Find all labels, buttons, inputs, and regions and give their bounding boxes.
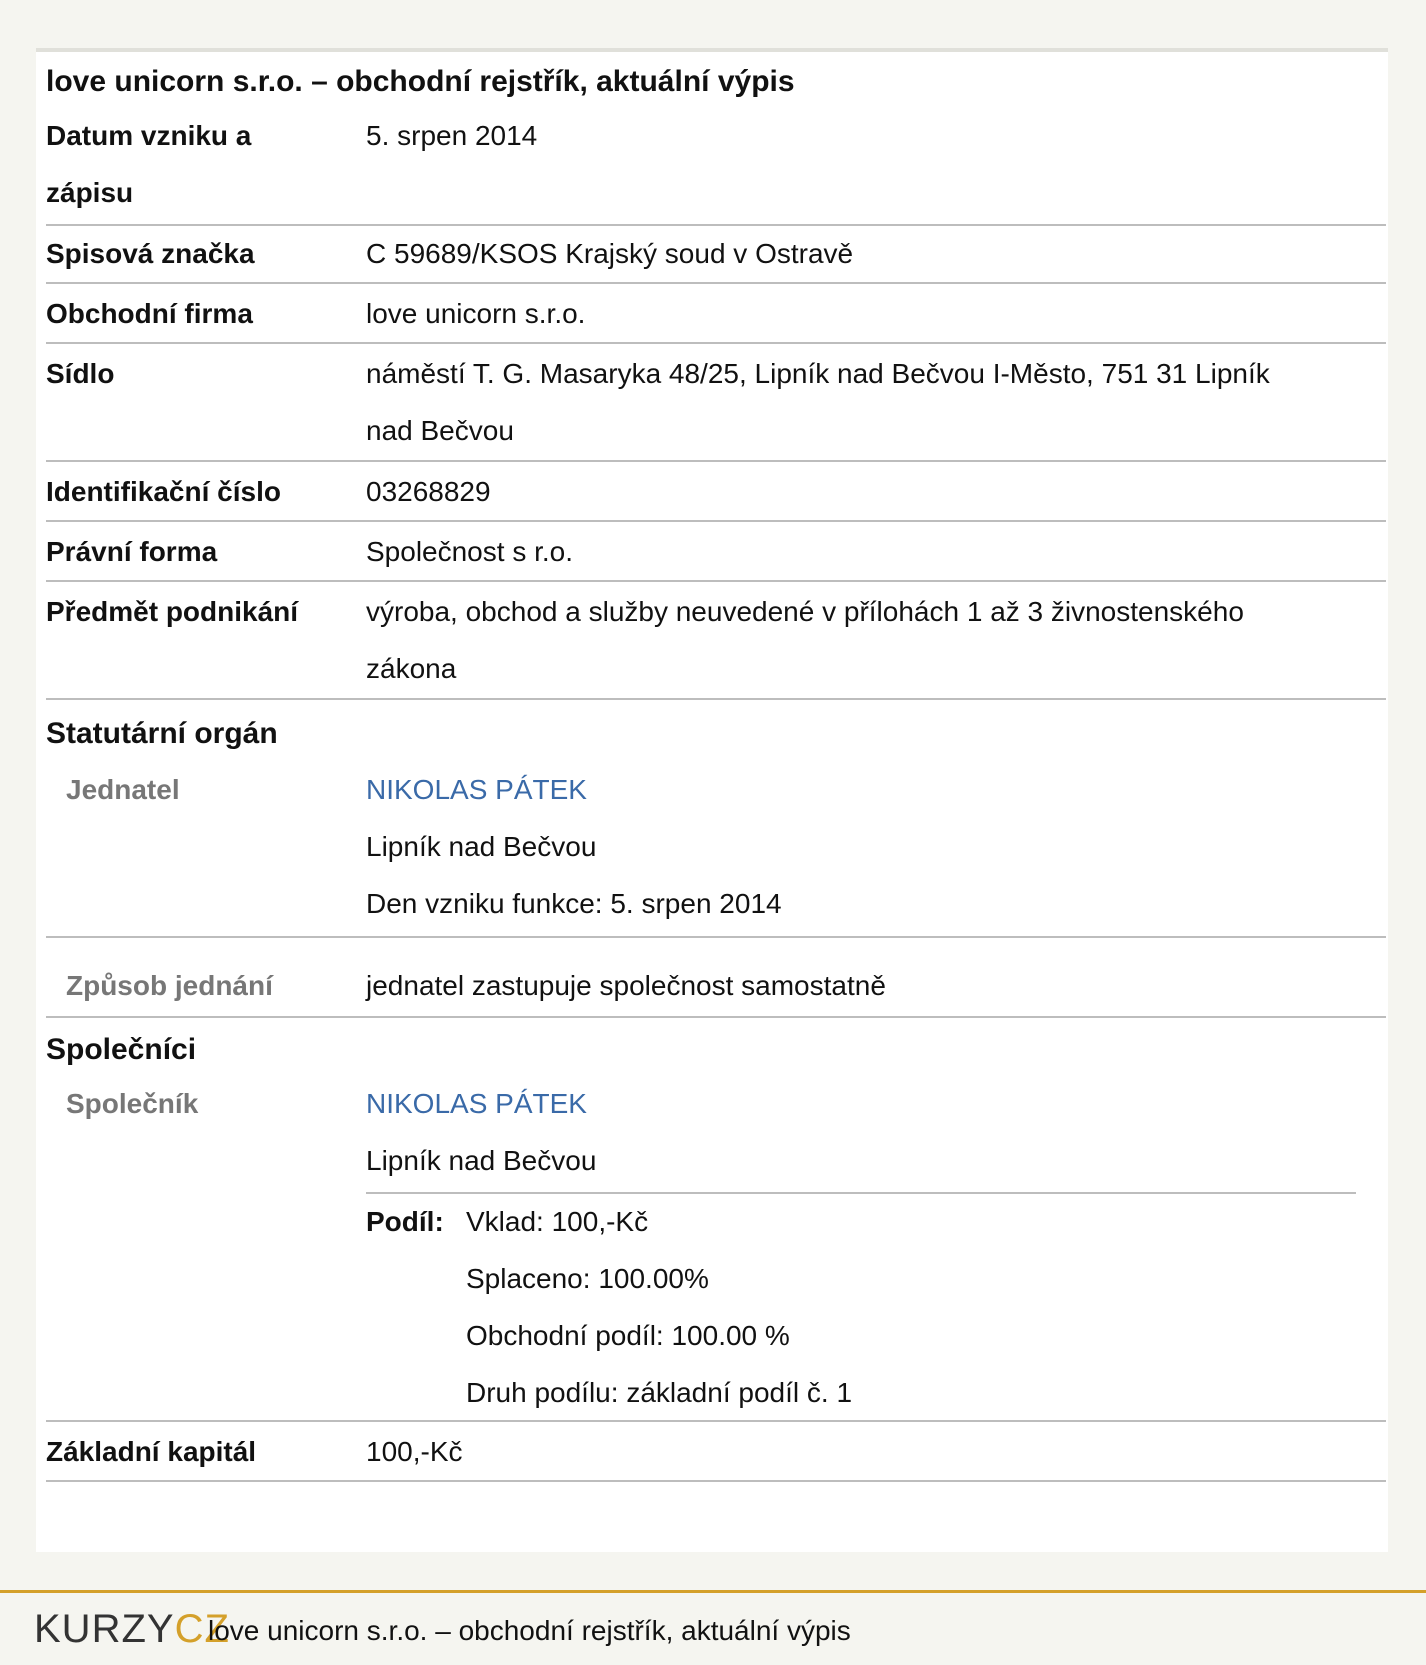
jednatel-label: Jednatel [66,774,180,805]
predmet-value-line2: zákona [366,653,457,684]
spolecnik-label: Společník [66,1088,199,1119]
forma-label: Právní forma [46,536,218,567]
row-predmet-podnikani [46,582,1386,700]
logo-part-cz: CZ [174,1607,230,1651]
predmet-value-line1: výroba, obchod a služby neuvedené v přílohách 1 až 3 živnostenského [366,596,1244,627]
logo-part-kurzy: KURZY [34,1607,175,1651]
zpusob-label: Způsob jednání [66,970,273,1001]
spolecnici-heading: Společníci [46,1033,197,1066]
row-zakladni-kapital [46,1422,1386,1482]
row-spisova-znacka [46,224,1386,284]
kapital-label: Základní kapitál [46,1436,257,1467]
statutarni-heading: Statutární orgán [46,717,278,750]
spolecnik-city: Lipník nad Bečvou [366,1145,597,1176]
datum-value: 5. srpen 2014 [366,120,538,151]
page-title: love unicorn s.r.o. – obchodní rejstřík, aktuální výpis [46,65,795,98]
zpusob-value: jednatel zastupuje společnost samostatně [366,970,886,1001]
podil-obchodni: Obchodní podíl: 100.00 % [466,1320,790,1351]
footer-bar [0,1590,1426,1665]
jednatel-name-link[interactable]: NIKOLAS PÁTEK [366,774,587,805]
podil-vklad: Vklad: 100,-Kč [466,1206,649,1237]
podil-splaceno: Splaceno: 100.00% [466,1263,709,1294]
spisova-value: C 59689/KSOS Krajský soud v Ostravě [366,238,854,269]
jednatel-since: Den vzniku funkce: 5. srpen 2014 [366,888,782,919]
predmet-label: Předmět podnikání [46,596,299,627]
podil-druh: Druh podílu: základní podíl č. 1 [466,1377,853,1408]
ic-value: 03268829 [366,476,491,507]
row-datum-vzniku [46,106,1386,226]
row-zpusob-jednani [46,956,1386,1018]
firma-value: love unicorn s.r.o. [366,298,586,329]
sidlo-value-line2: nad Bečvou [366,415,514,446]
jednatel-city: Lipník nad Bečvou [366,831,597,862]
ic-label: Identifikační číslo [46,476,281,507]
register-card [36,48,1388,1552]
row-identifikacni-cislo [46,462,1386,522]
row-spolecnik [46,1074,1386,1422]
spolecnik-name-link[interactable]: NIKOLAS PÁTEK [366,1088,587,1119]
podil-label: Podíl: [366,1206,444,1237]
sidlo-value-line1: náměstí T. G. Masaryka 48/25, Lipník nad Bečvou I-Město, 751 31 Lipník [366,358,1270,389]
row-sidlo [46,344,1386,462]
footer-title: love unicorn s.r.o. – obchodní rejstřík, aktuální výpis [208,1615,851,1646]
spisova-label: Spisová značka [46,238,255,269]
datum-label-line2: zápisu [46,177,134,208]
kapital-value: 100,-Kč [366,1436,463,1467]
firma-label: Obchodní firma [46,298,253,329]
row-obchodni-firma [46,284,1386,344]
sidlo-label: Sídlo [46,358,115,389]
kurzy-logo[interactable] [34,1607,230,1651]
forma-value: Společnost s r.o. [366,536,574,567]
datum-label-line1: Datum vzniku a [46,120,252,151]
row-pravni-forma [46,522,1386,582]
row-jednatel [46,760,1386,938]
